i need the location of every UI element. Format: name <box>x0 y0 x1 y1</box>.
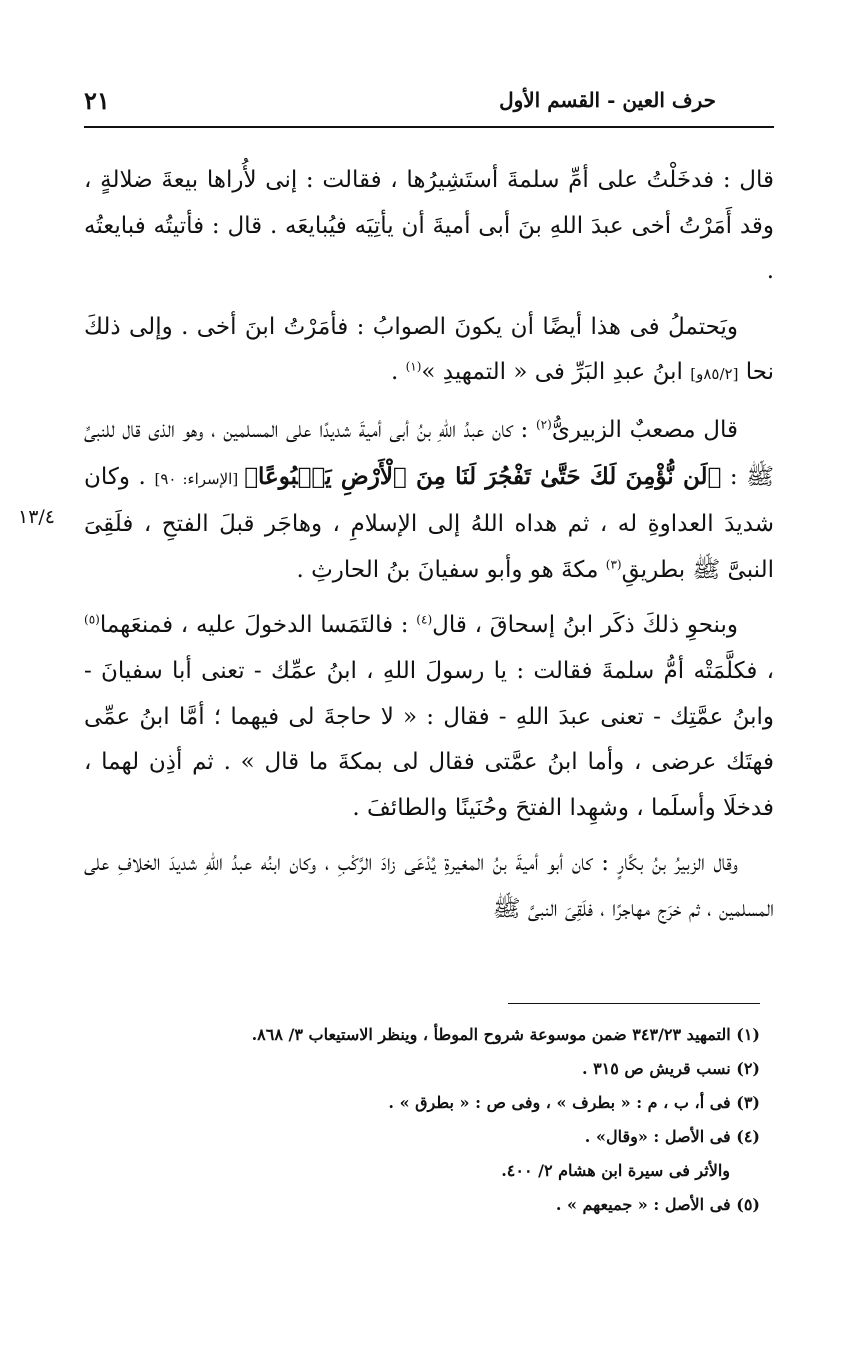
footnote-marker-3: (٣) <box>605 557 622 572</box>
footnote-1: (١) التمهيد ٣٤٣/٢٣ ضمن موسوعة شروح الموطأ ، وينظر الاستيعاب ٣/ ٨٦٨. <box>251 1025 760 1044</box>
paragraph-3-text-b: : كان عبدُ اللهِ بنُ أبى أميةَ شديدًا على المسلمين ، وهو الذى قال للنبىِّ ﷺ : <box>84 416 775 490</box>
paragraph-2-text-c: . <box>390 359 406 386</box>
main-text <box>84 158 774 943</box>
page-header <box>84 82 774 122</box>
paragraph-4 <box>84 603 774 831</box>
paragraph-2 <box>84 305 774 398</box>
paragraph-4-text-c: ، فكلَّمَتْه أمُّ سلمةَ فقالت : يا رسولَ اللهِ ، ابنُ عمِّك - تعنى أبا سفيانَ - وابنُ عمَّتِك - تعنى عبدَ اللهِ - فقال : « لا حاجةَ لى فيهما ؛ أمَّا ابنُ عمِّى فهتَك عرضى ، وأما ابنُ عمَّتى فقال لى بمكةَ ما قال » . ثم أذِن لهما ، فدخلَا وأسلَما ، وشهِدا الفتحَ وحُنَينًا والطائفَ . <box>84 657 774 821</box>
paragraph-2-text-a: ويَحتملُ فى هذا أيضًا أن يكونَ الصوابُ : فأمَرْتُ ابنَ أخى . وإلى ذلكَ نحا <box>84 313 774 386</box>
footnote-marker-2: (٢) <box>535 417 552 432</box>
paragraph-3 <box>84 408 774 593</box>
footnote-5: (٥) فى الأصل : « جميعهم » . <box>555 1195 760 1214</box>
paragraph-3-text-a: قال مصعبٌ الزبيرىُّ <box>551 416 738 443</box>
footnote-2: (٢) نسب قريش ص ٣١٥ . <box>581 1059 760 1078</box>
footnote-marker-1: (١) <box>405 359 422 374</box>
quran-verse: ﴿لَن نُّؤْمِنَ لَكَ حَتَّىٰ تَفْجُرَ لَنَا مِنَ ٱلْأَرْضِ يَنۢبُوعًا﴾ <box>244 462 722 490</box>
running-title: حرف العين - القسم الأول <box>499 88 716 112</box>
page-number: ٢١ <box>84 86 110 115</box>
paragraph-1 <box>84 158 774 295</box>
paragraph-4-text-a: وبنحوِ ذلكَ ذكَر ابنُ إسحاقَ ، قال <box>432 612 739 639</box>
paragraph-3-text-d: مكةَ هو وأبو سفيانَ بنُ الحارثِ . <box>296 556 606 583</box>
verse-source: [الإسراء: ٩٠] <box>154 469 245 488</box>
manuscript-reference: [٨٥/٢و] <box>690 365 739 384</box>
footnote-3: (٣) فى أ، ب ، م : « بطرف » ، وفى ص : « بطرق » . <box>388 1093 760 1112</box>
paragraph-4-text-b: : فالتَمَسا الدخولَ عليه ، فمنعَهما <box>99 612 417 639</box>
paragraph-5 <box>84 841 774 932</box>
paragraph-1-text: قال : فدخَلْتُ على أمِّ سلمةَ أستَشِيرُها ، فقالت : إنى لأُراها بيعةَ ضلالةٍ ، وقد أَمَرْتُ أخى عبدَ اللهِ بنَ أبى أميةَ أن يأتِيَه فيُبايعَه . قال : فأتيتُه فبايعتُه . <box>84 167 774 285</box>
footnote-marker-5: (٥) <box>84 612 100 627</box>
footnote-4: (٤) فى الأصل : «وقال» . <box>584 1127 760 1146</box>
footnote-rule <box>508 1003 760 1004</box>
footnote-marker-4: (٤) <box>416 612 433 627</box>
paragraph-2-text-b: ابنُ عبدِ البَرِّ فى « التمهيدِ » <box>421 359 691 386</box>
footnotes <box>84 1018 760 1222</box>
header-rule <box>84 126 774 128</box>
footnote-4-continuation: والأثر فى سيرة ابن هشام ٢/ ٤٠٠. <box>501 1161 730 1180</box>
margin-reference: ١٣/٤ <box>18 506 56 528</box>
paragraph-5-text: وقال الزبيرُ بنُ بكَّارٍ : كان أبو أميةَ بنُ المغيرةِ يُدْعَى زادَ الرَّكْبِ ، وكان ابنُه عبدُ اللهِ شديدَ الخلافِ على المسلمين ، ثم خرَج مهاجرًا ، فلَقِىَ النبىَّ ﷺ <box>84 850 774 922</box>
paragraph-3-text-c: . وكان شديدَ العداوةِ له ، ثم هداه اللهُ إلى الإسلامِ ، وهاجَر قبلَ الفتحِ ، فلَقِىَ النبىَّ ﷺ بطريقِ <box>84 463 774 583</box>
